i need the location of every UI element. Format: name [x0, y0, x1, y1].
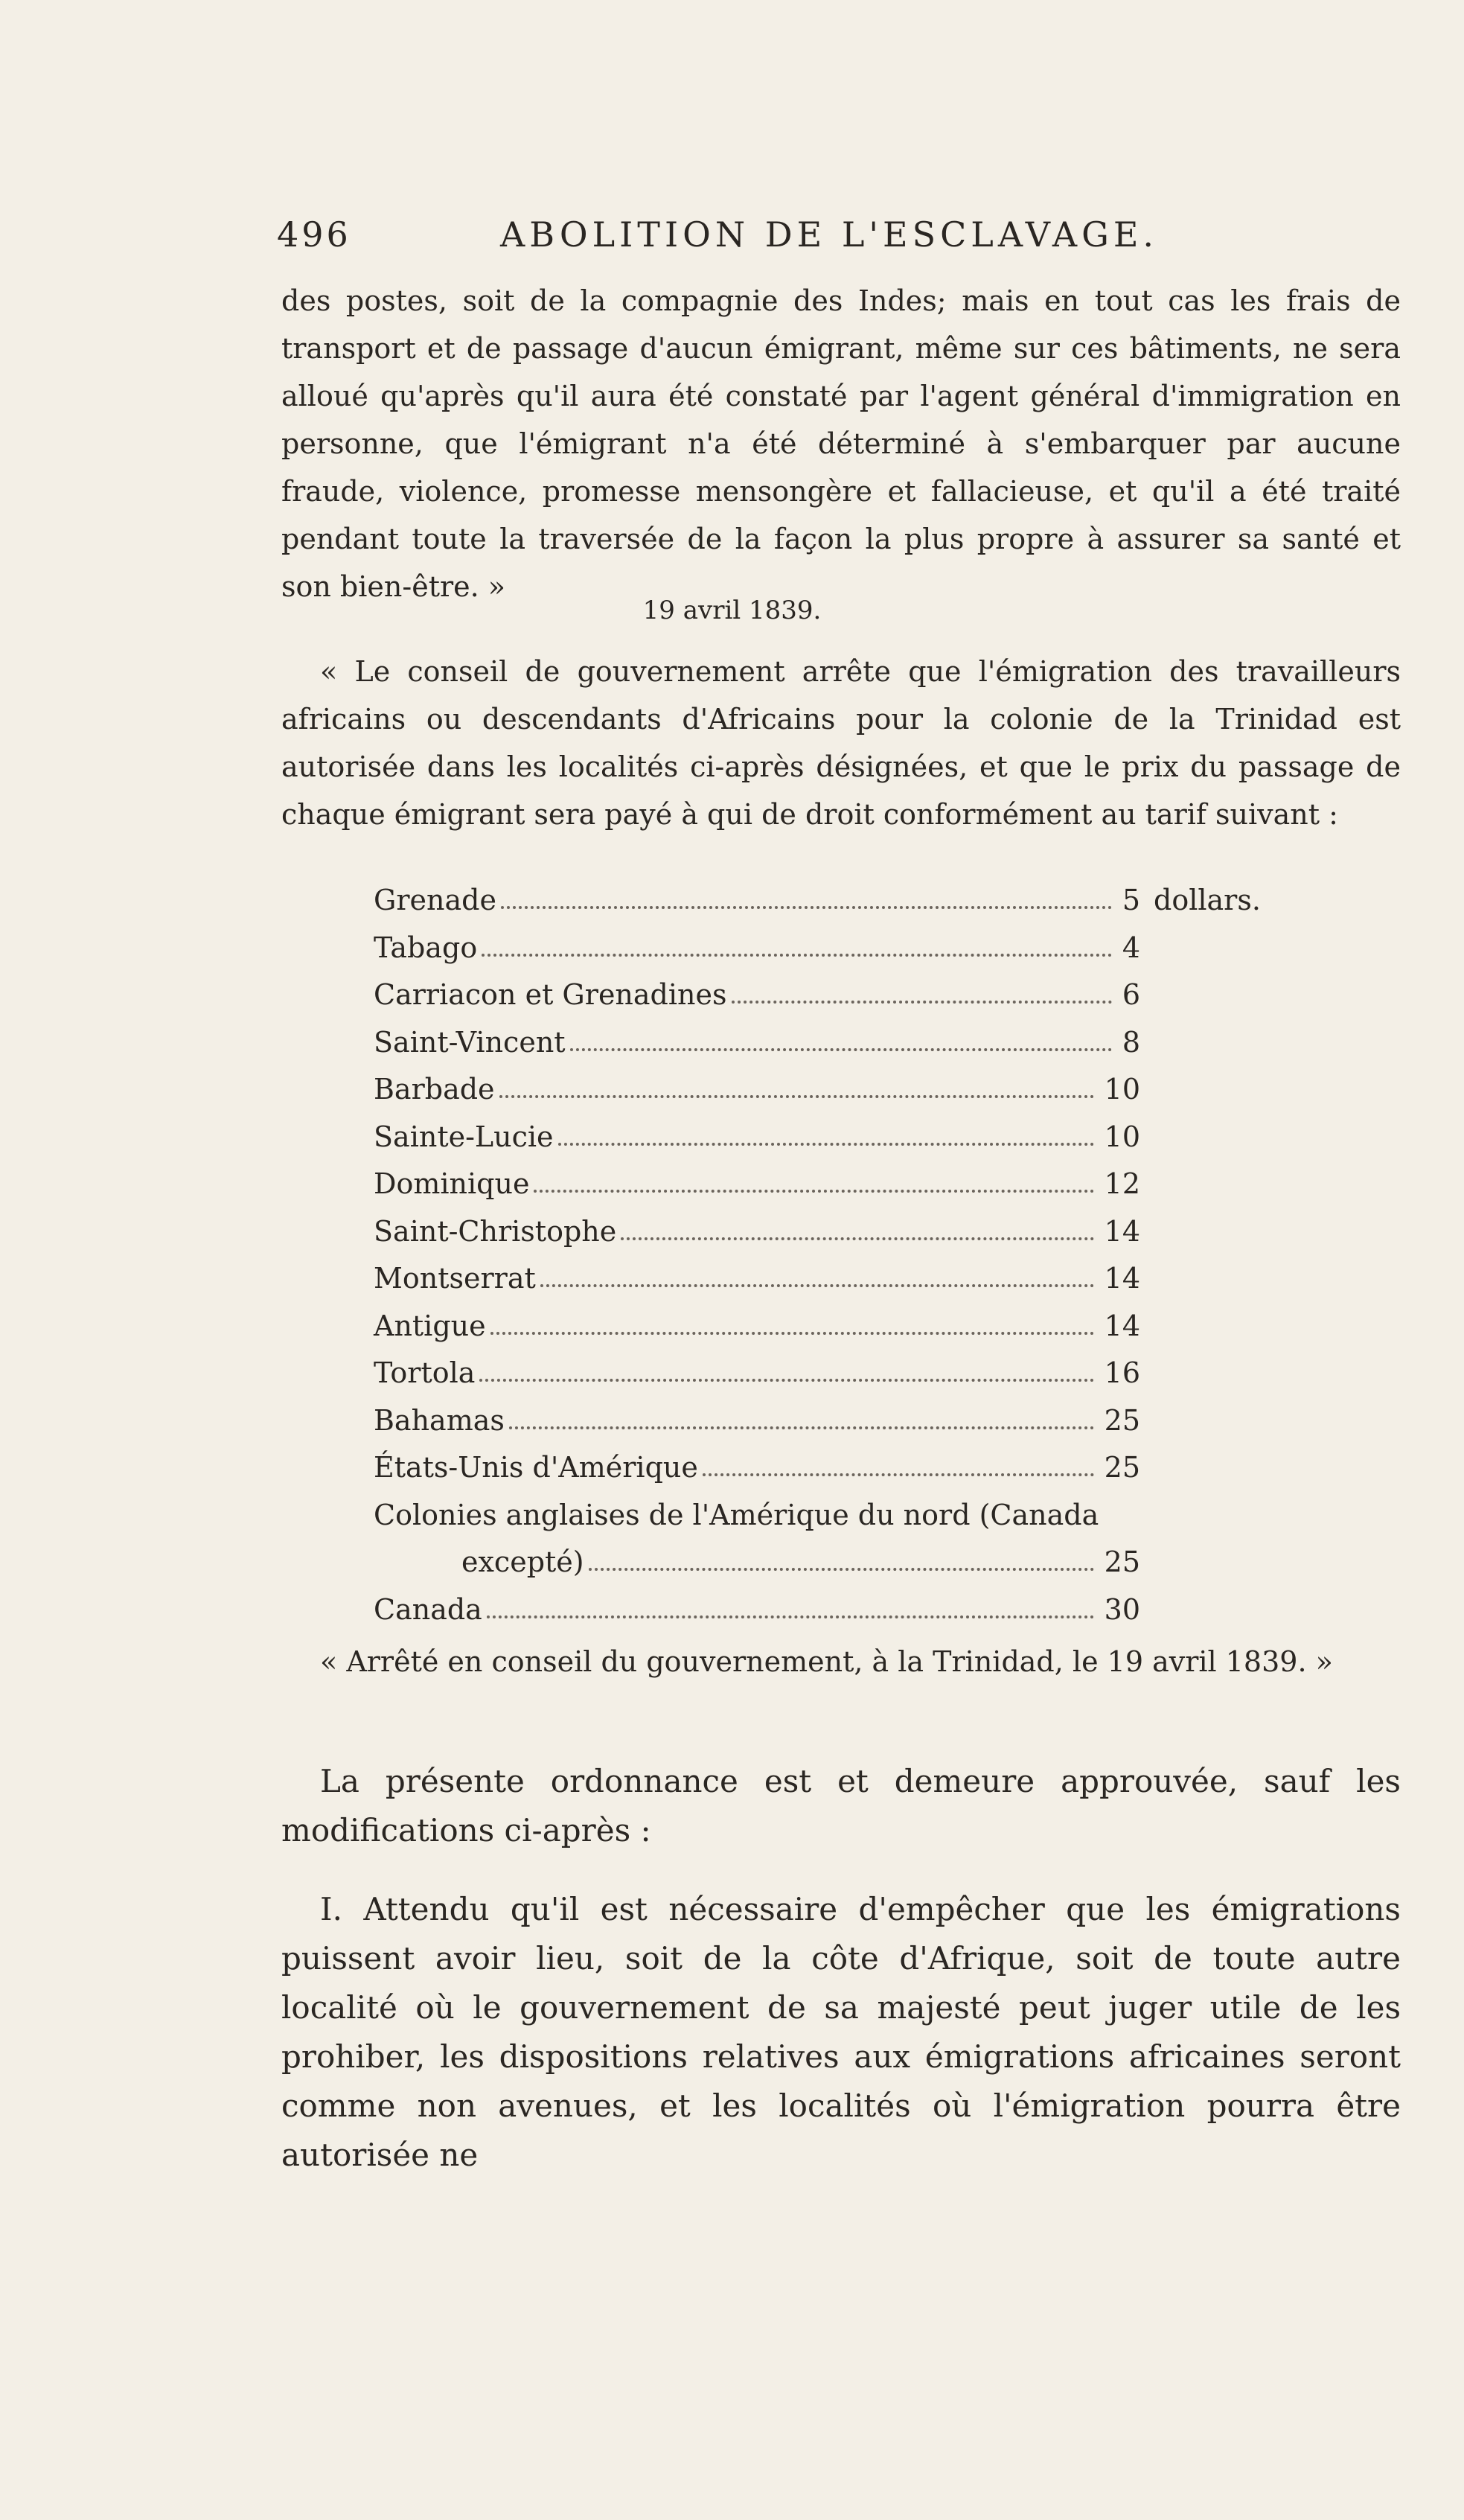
fare-row: [374, 884, 1319, 931]
closing-line: [281, 1638, 1401, 1685]
currency-unit: dollars.: [1154, 884, 1261, 916]
fare-row: [374, 1593, 1319, 1641]
fare-row: [374, 1356, 1319, 1404]
fare-value: 16: [1104, 1356, 1140, 1389]
paragraph-text: La présente ordonnance est et demeure approuvée, sauf les modifications ci-après :: [281, 1763, 1401, 1848]
paragraph-article-1: [281, 1854, 1401, 2211]
fare-row: [374, 1073, 1319, 1120]
fare-table: [374, 884, 1319, 1640]
destination-name: excepté): [461, 1546, 584, 1578]
paragraph-text: des postes, soit de la compagnie des Indes; mais en tout cas les frais de transport et de passage d'aucun émigrant, même sur ces bâtiments, ne sera alloué qu'après qu'il aura été constaté par l'agent général d'immigration en personne, que l'émigrant n'a été déterminé à s'embarquer par aucune fraude, violence, promesse mensongère et fallacieuse, et qu'il a été traité pendant toute la traversée de la façon la plus propre à assurer sa santé et son bien-être. »: [281, 284, 1401, 603]
destination-name: Antigue: [374, 1309, 486, 1342]
fare-row: [374, 1215, 1319, 1263]
fare-row: [374, 1310, 1319, 1357]
fare-value: 14: [1104, 1262, 1140, 1295]
dateline: 19 avril 1839.: [642, 596, 822, 625]
destination-name: Barbade: [374, 1073, 495, 1106]
destination-name: États-Unis d'Amérique: [374, 1451, 698, 1484]
destination-name: Montserrat: [374, 1262, 536, 1295]
fare-value: 10: [1104, 1073, 1140, 1106]
destination-name: Canada: [374, 1592, 482, 1626]
fare-row: [374, 1167, 1319, 1215]
destination-name: Carriacon et Grenadines: [374, 978, 727, 1011]
fare-value: 6: [1122, 978, 1140, 1011]
fare-value: 14: [1104, 1309, 1140, 1342]
fare-value: 25: [1104, 1546, 1140, 1578]
fare-value: 14: [1104, 1214, 1140, 1248]
fare-value: 8: [1122, 1025, 1140, 1059]
destination-name: Tabago: [374, 931, 478, 964]
running-header: [277, 214, 1192, 268]
destination-name: Sainte-Lucie: [374, 1120, 554, 1153]
fare-value: 10: [1104, 1120, 1140, 1153]
destination-name: Dominique: [374, 1167, 530, 1200]
fare-row: [374, 1262, 1319, 1310]
destination-name: Saint-Christophe: [374, 1214, 617, 1248]
fare-value: 25: [1104, 1403, 1140, 1437]
paragraph-continuation: [281, 277, 1401, 610]
fare-row: [374, 931, 1319, 979]
closing-text: « Arrêté en conseil du gouvernement, à la Trinidad, le 19 avril 1839. »: [320, 1645, 1333, 1678]
fare-row: [374, 1499, 1319, 1546]
fare-value: 25: [1104, 1451, 1140, 1484]
page-number: 496: [277, 214, 351, 255]
fare-row: [374, 1404, 1319, 1452]
paragraph-text: I. Attendu qu'il est nécessaire d'empêcher que les émigrations puissent avoir lieu, soit de la côte d'Afrique, soit de toute autre localité où le gouvernement de sa majesté peut juger utile de les prohiber, les dispositions relatives aux émigrations africaines seront comme non avenues, et les localités où l'émigration pourra être autorisée ne: [281, 1891, 1401, 2173]
destination-name: Tortola: [374, 1356, 476, 1389]
fare-value: 5: [1122, 884, 1140, 916]
destination-name: Colonies anglaises de l'Amérique du nord (Canada: [374, 1498, 1099, 1531]
destination-name: Bahamas: [374, 1403, 505, 1437]
fare-row: [374, 978, 1319, 1026]
fare-row: [374, 1451, 1319, 1499]
running-title: ABOLITION DE L'ESCLAVAGE.: [500, 214, 1159, 255]
destination-name: Saint-Vincent: [374, 1025, 566, 1059]
fare-value: 12: [1104, 1167, 1140, 1200]
fare-row: [374, 1120, 1319, 1168]
fare-value: 4: [1122, 931, 1140, 964]
destination-name: Grenade: [374, 884, 496, 916]
fare-value: 30: [1104, 1592, 1140, 1626]
fare-row: [374, 1546, 1319, 1593]
paragraph-decree: [281, 648, 1401, 838]
paragraph-text: « Le conseil de gouvernement arrête que l'émigration des travailleurs africains ou descendants d'Africains pour la colonie de la Trinidad est autorisée dans les localités ci-après désignées, et que le prix du passage de chaque émigrant sera payé à qui de droit conformément au tarif suivant :: [281, 655, 1401, 831]
fare-row: [374, 1026, 1319, 1074]
